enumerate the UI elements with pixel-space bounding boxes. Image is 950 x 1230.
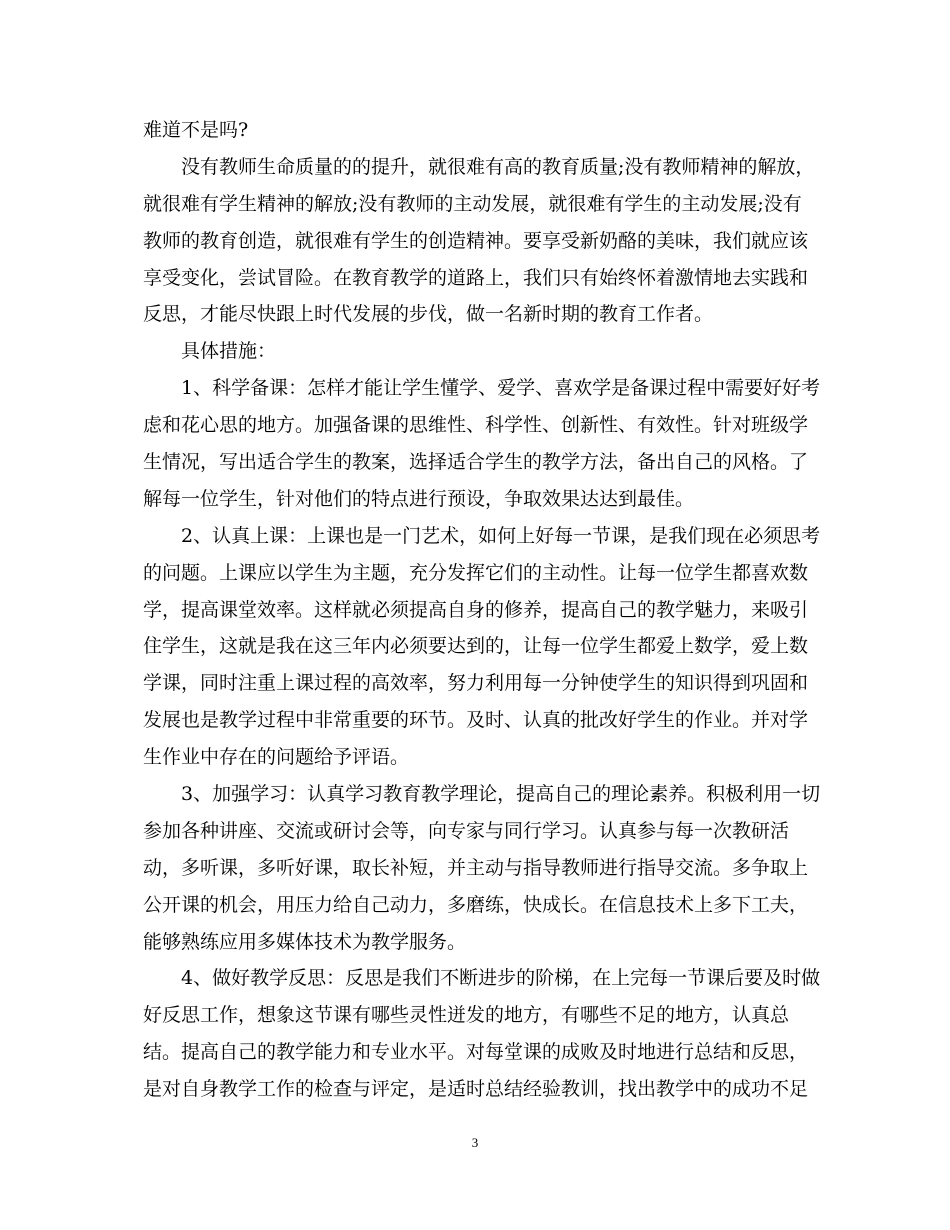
text-line: 发展也是教学过程中非常重要的环节。及时、认真的批改好学生的作业。并对学 [143,709,809,732]
text-line: 生情况，写出适合学生的教案，选择适合学生的教学方法，备出自己的风格。了 [143,451,809,474]
text-line: 住学生，这就是我在这三年内必须要达到的，让每一位学生都爱上数学，爱上数 [143,635,809,658]
text-line: 就很难有学生精神的解放;没有教师的主动发展，就很难有学生的主动发展;没有 [143,192,802,215]
text-line: 的问题。上课应以学生为主题，充分发挥它们的主动性。让每一位学生都喜欢数 [143,561,809,584]
paragraph-start-line: 2、认真上课：上课也是一门艺术，如何上好每一节课，是我们现在必须思考 [181,524,821,547]
text-line: 参加各种讲座、交流或研讨会等，向专家与同行学习。认真参与每一次教研活 [143,819,790,842]
paragraph-start-line: 3、加强学习：认真学习教育教学理论，提高自己的理论素养。积极利用一切 [181,783,821,806]
text-line: 动，多听课，多听好课，取长补短，并主动与指导教师进行指导交流。多争取上 [143,856,809,879]
page-number: 3 [471,1135,479,1150]
paragraph-start-line: 1、科学备课：怎样才能让学生懂学、爱学、喜欢学是备课过程中需要好好考 [181,377,821,400]
text-line: 结。提高自己的教学能力和专业水平。对每堂课的成败及时地进行总结和反思， [143,1041,809,1064]
text-line: 能够熟练应用多媒体技术为教学服务。 [143,930,467,953]
text-line: 难道不是吗? [143,119,249,141]
text-line: 学，提高课堂效率。这样就必须提高自身的修养，提高自己的教学魅力，来吸引 [143,598,809,621]
text-line: 好反思工作，想象这节课有哪些灵性迸发的地方，有哪些不足的地方，认真总 [143,1004,790,1027]
text-line: 生作业中存在的问题给予评语。 [143,746,410,769]
text-line: 虑和花心思的地方。加强备课的思维性、科学性、创新性、有效性。针对班级学 [143,414,809,437]
section-heading-line: 具体措施： [181,340,277,363]
text-line: 公开课的机会，用压力给自己动力，多磨练，快成长。在信息技术上多下工夫， [143,893,809,916]
text-line: 解每一位学生，针对他们的特点进行预设，争取效果达达到最佳。 [143,487,695,510]
paragraph-start-line: 4、做好教学反思：反思是我们不断进步的阶梯，在上完每一节课后要及时做 [181,967,821,990]
text-line: 学课，同时注重上课过程的高效率，努力利用每一分钟使学生的知识得到巩固和 [143,672,809,695]
paragraph-start-line: 没有教师生命质量的的提升，就很难有高的教育质量;没有教师精神的解放， [181,155,815,178]
text-line: 享受变化，尝试冒险。在教育教学的道路上，我们只有始终怀着激情地去实践和 [143,266,809,289]
text-line: 教师的教育创造，就很难有学生的创造精神。要享受新奶酪的美味，我们就应该 [143,229,809,252]
text-line: 反思，才能尽快跟上时代发展的步伐，做一名新时期的教育工作者。 [143,303,714,326]
body-text [143,112,821,1108]
text-line: 是对自身教学工作的检查与评定，是适时总结经验教训，找出教学中的成功不足 [143,1078,809,1101]
